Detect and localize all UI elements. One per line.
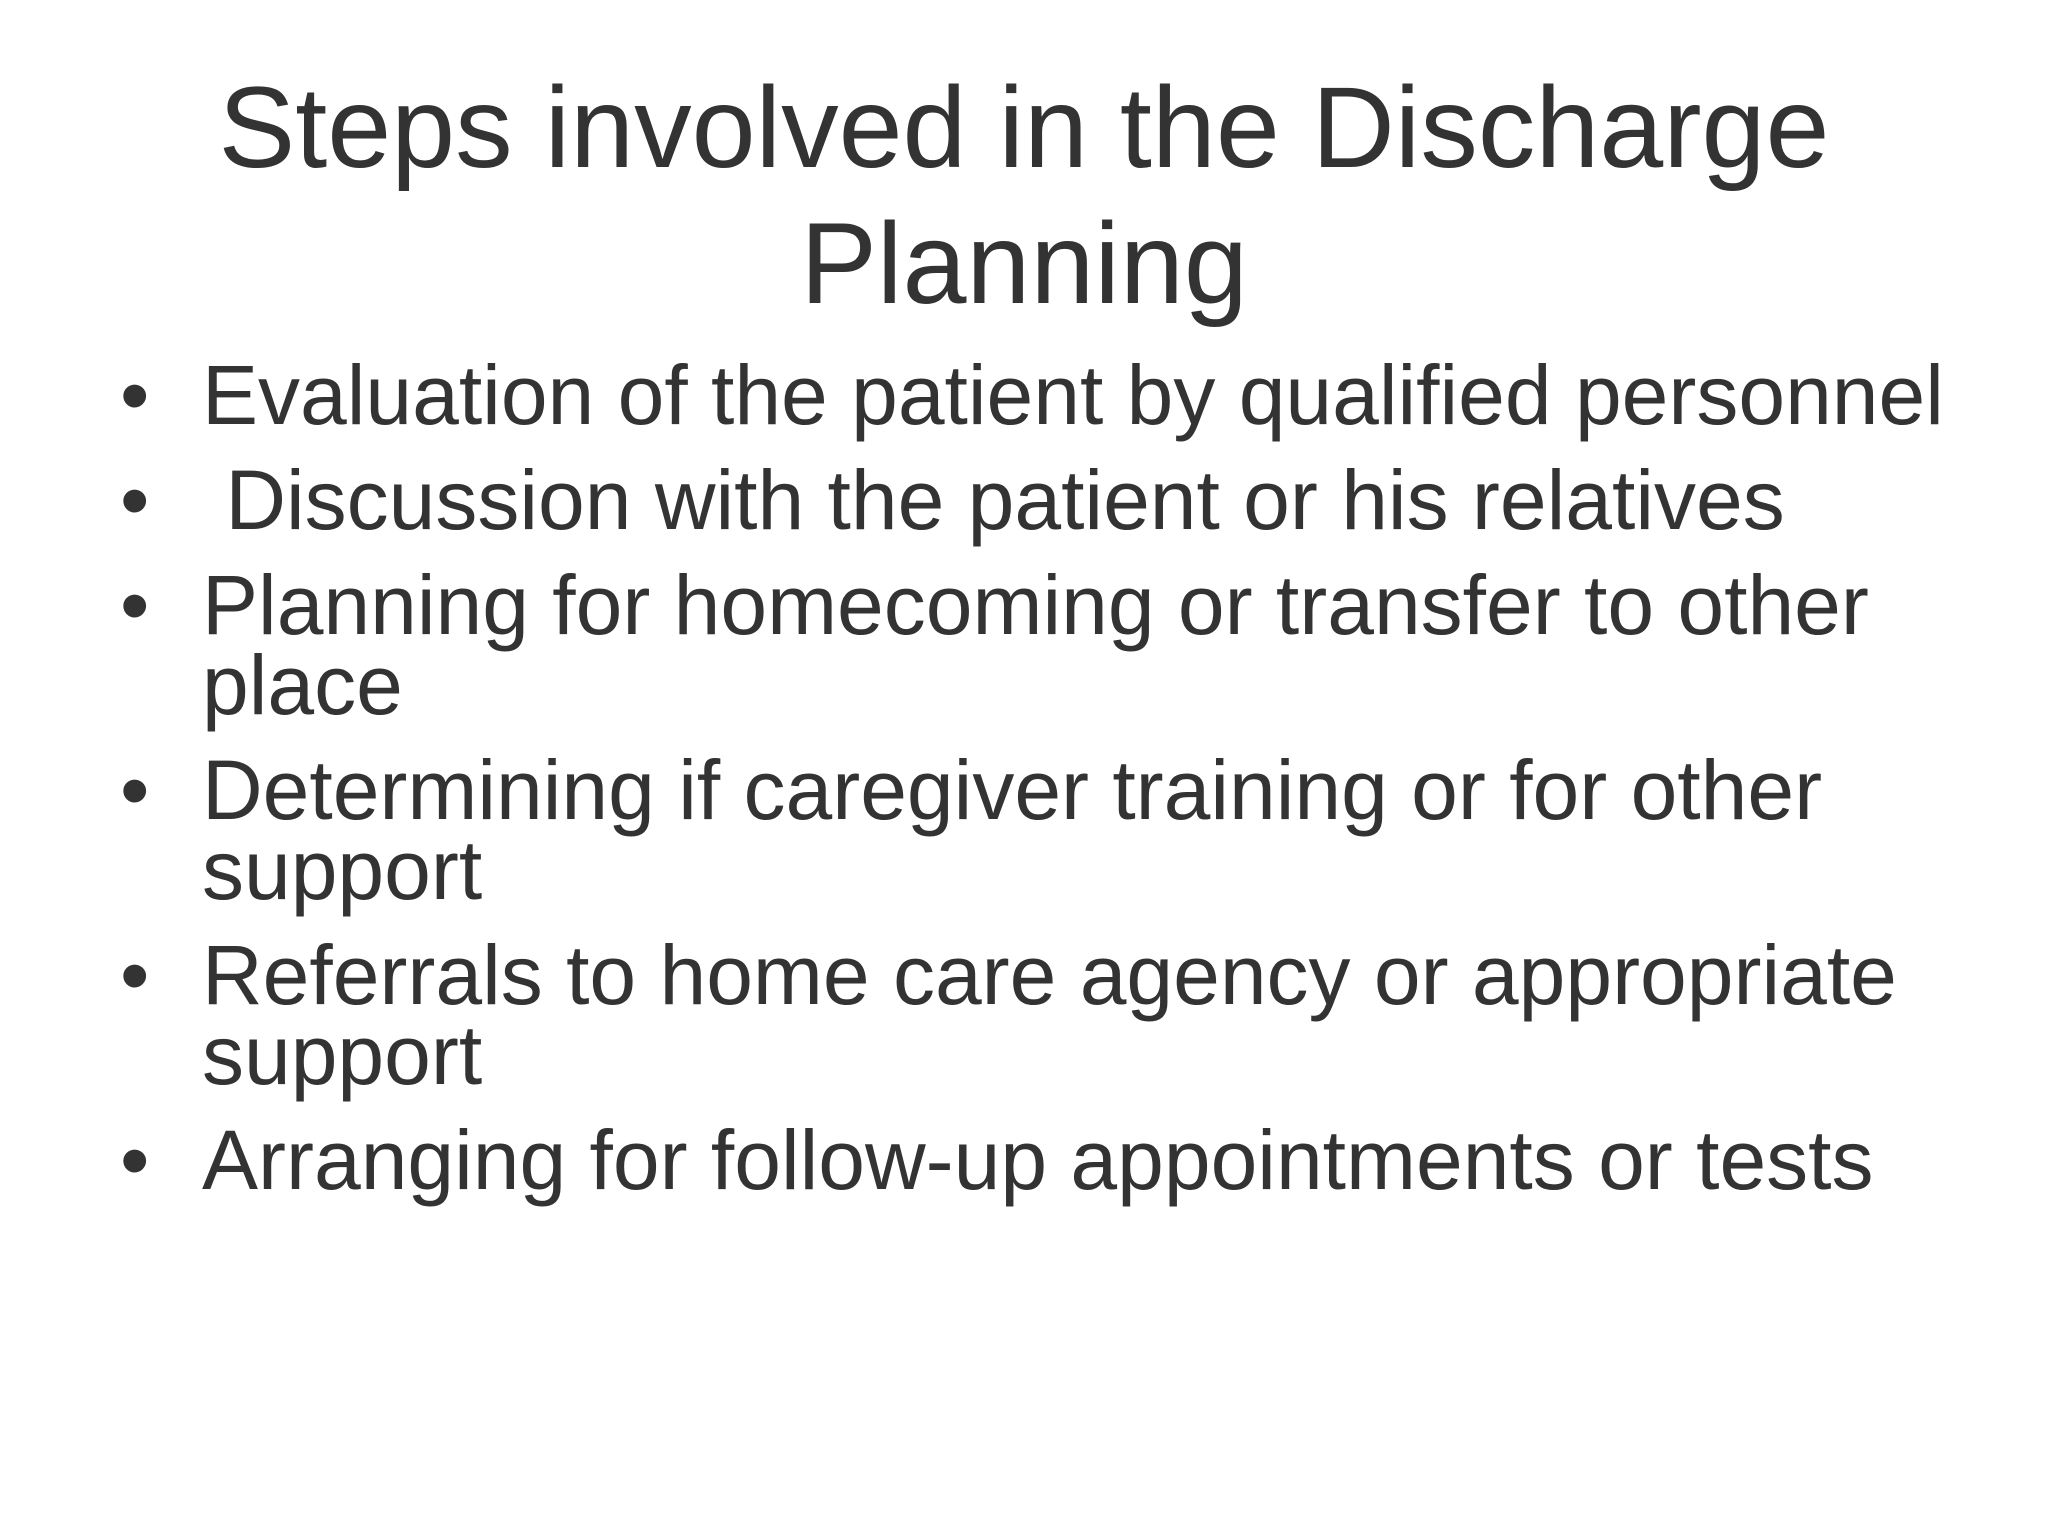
list-item-text: Evaluation of the patient by qualified personnel [202,348,1944,442]
list-item [120,348,1960,442]
bullet-icon: • [120,348,150,442]
list-item [120,453,1960,547]
bullet-list [120,348,1960,1225]
list-item [120,1113,1960,1207]
slide-title: Steps involved in the Discharge Planning [218,64,1830,328]
list-item-text: Referrals to home care agency or appropriate support [202,928,1897,1102]
bullet-icon: • [120,928,150,1022]
list-item [120,743,1960,917]
bullet-icon: • [120,558,150,652]
bullet-icon: • [120,1113,150,1207]
list-item-text: Discussion with the patient or his relatives [202,453,1785,547]
bullet-icon: • [120,743,150,837]
list-item-text: Arranging for follow-up appointments or tests [202,1113,1874,1207]
list-item [120,558,1960,732]
list-item-text: Determining if caregiver training or for other support [202,743,1823,917]
bullet-icon: • [120,453,150,547]
list-item [120,928,1960,1102]
list-item-text: Planning for homecoming or transfer to other place [202,558,1869,732]
